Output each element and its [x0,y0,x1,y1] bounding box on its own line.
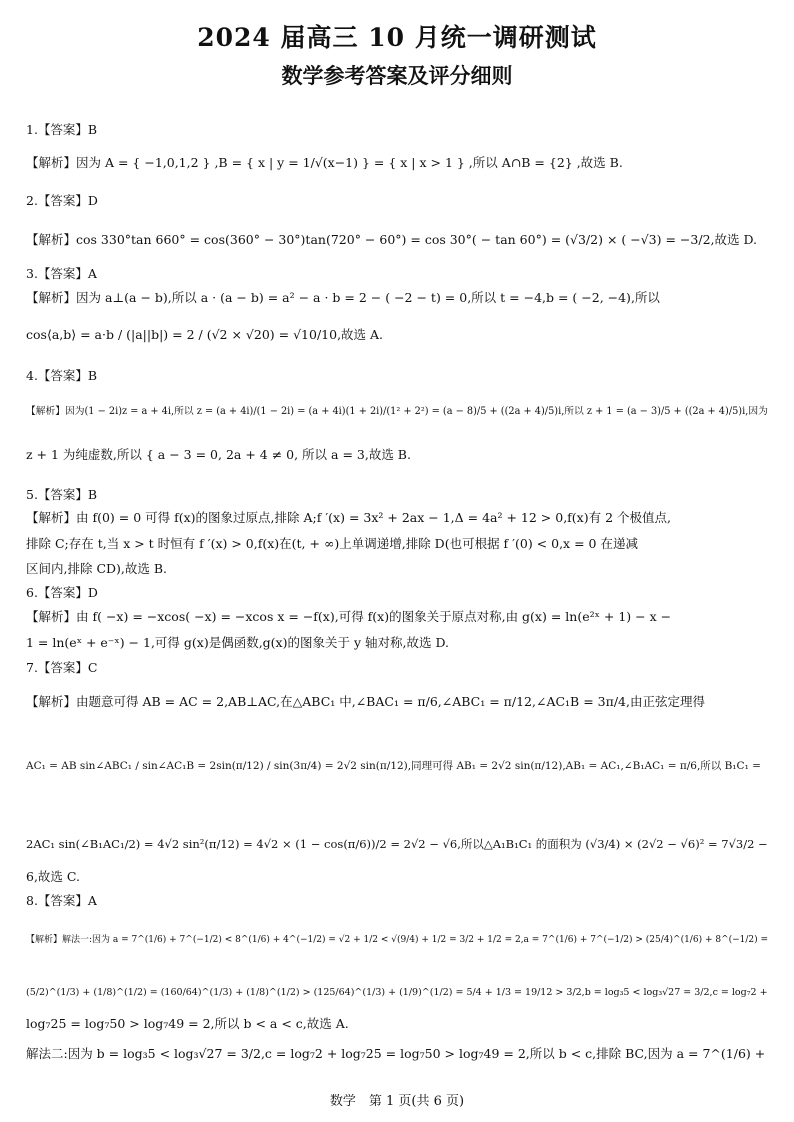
explanation-line: cos⟨a,b⟩ = a·b / (|a||b|) = 2 / (√2 × √20) = √10/10,故选 A. [26,327,384,342]
explanation-line: 2AC₁ sin(∠B₁AC₁/2) = 4√2 sin²(π/12) = 4√2 × (1 − cos(π/6))/2 = 2√2 − √6,所以△A₁B₁C₁ 的面积为 (√3/4) × (2√2 − √6)² = 7√3/2 − [26,837,768,851]
explanation-line: 【解析】由 f( −x) = −xcos( −x) = −xcos x = −f(x),可得 f(x)的图象关于原点对称,由 g(x) = ln(e²ˣ + 1) − x − [26,609,672,624]
explanation-line: 1 = ln(eˣ + e⁻ˣ) − 1,可得 g(x)是偶函数,g(x)的图象关于 y 轴对称,故选 D. [26,635,449,650]
page-footer: 数学 第 1 页(共 6 页) [329,1094,465,1109]
explanation-line: AC₁ = AB sin∠ABC₁ / sin∠AC₁B = 2sin(π/12) / sin(3π/4) = 2√2 sin(π/12),同理可得 AB₁ = 2√2 sin(π/12),AB₁ = AC₁,∠B₁AC₁ = π/6,所以 B₁C₁ = [26,760,761,772]
explanation-line: 排除 C;存在 t,当 x > t 时恒有 f ′(x) > 0,f(x)在(t, + ∞)上单调递增,排除 D(也可根据 f ′(0) < 0,x = 0 在递减 [26,536,638,551]
page-subtitle: 数学参考答案及评分细则 [281,64,513,88]
answer-line: 4.【答案】B [26,368,98,383]
explanation-line: 【解析】由 f(0) = 0 可得 f(x)的图象过原点,排除 A;f ′(x) = 3x² + 2ax − 1,Δ = 4a² + 12 > 0,f(x)有 2 个极值点, [26,510,671,525]
answer-line: 5.【答案】B [26,487,98,502]
explanation-line: 6,故选 C. [26,869,80,884]
explanation-line: 【解析】因为 a⊥(a − b),所以 a · (a − b) = a² − a · b = 2 − ( −2 − t) = 0,所以 t = −4,b = ( −2, −4),所以 [26,290,660,305]
explanation-line: (5/2)^(1/3) + (1/8)^(1/2) = (160/64)^(1/3) + (1/8)^(1/2) > (125/64)^(1/3) + (1/9)^(1/2) = 5/4 + 1/3 = 19/12 > 3/2,b = log₃5 < log₃√27 = 3/2,c = log₇2 + [26,987,768,998]
answer-line: 6.【答案】D [26,585,98,600]
explanation-line: 【解析】cos 330°tan 660° = cos(360° − 30°)tan(720° − 60°) = cos 30°( − tan 60°) = (√3/2) × ( −√3) = −3/2,故选 D. [26,232,758,247]
explanation-line: 区间内,排除 CD),故选 B. [26,561,168,576]
answer-line: 8.【答案】A [26,893,97,908]
answer-line: 7.【答案】C [26,660,98,675]
answer-line: 2.【答案】D [26,193,98,208]
explanation-line: 【解析】解法一:因为 a = 7^(1/6) + 7^(−1/2) < 8^(1/6) + 4^(−1/2) = √2 + 1/2 < √(9/4) + 1/2 = 3/2 + 1/2 = 2,a = 7^(1/6) + 7^(−1/2) > (25/4)^(1/6) + 8^(−1/2) = [26,935,769,945]
page-title: 2024 届高三 10 月统一调研测试 [197,23,597,52]
answer-line: 1.【答案】B [26,122,98,137]
explanation-line: 解法二:因为 b = log₃5 < log₃√27 = 3/2,c = log₇2 + log₇25 = log₇50 > log₇49 = 2,所以 b < c,排除 BC,因为 a = 7^(1/6) + [26,1046,766,1061]
explanation-line: z + 1 为纯虚数,所以 { a − 3 = 0, 2a + 4 ≠ 0, 所以 a = 3,故选 B. [26,447,411,462]
explanation-line: 【解析】因为 A = { −1,0,1,2 } ,B = { x | y = 1/√(x−1) } = { x | x > 1 } ,所以 A∩B = {2} ,故选 B. [26,155,623,170]
explanation-line: 【解析】因为(1 − 2i)z = a + 4i,所以 z = (a + 4i)/(1 − 2i) = (a + 4i)(1 + 2i)/(1² + 2²) = (a − 8)/5 + ((2a + 4)/5)i,所以 z + 1 = (a − 3)/5 + ((2a + 4)/5)i,因为 [26,406,768,417]
explanation-line: 【解析】由题意可得 AB = AC = 2,AB⊥AC,在△ABC₁ 中,∠BAC₁ = π/6,∠ABC₁ = π/12,∠AC₁B = 3π/4,由正弦定理得 [26,694,705,709]
explanation-line: log₇25 = log₇50 > log₇49 = 2,所以 b < a < c,故选 A. [26,1016,349,1031]
answer-line: 3.【答案】A [26,266,97,281]
